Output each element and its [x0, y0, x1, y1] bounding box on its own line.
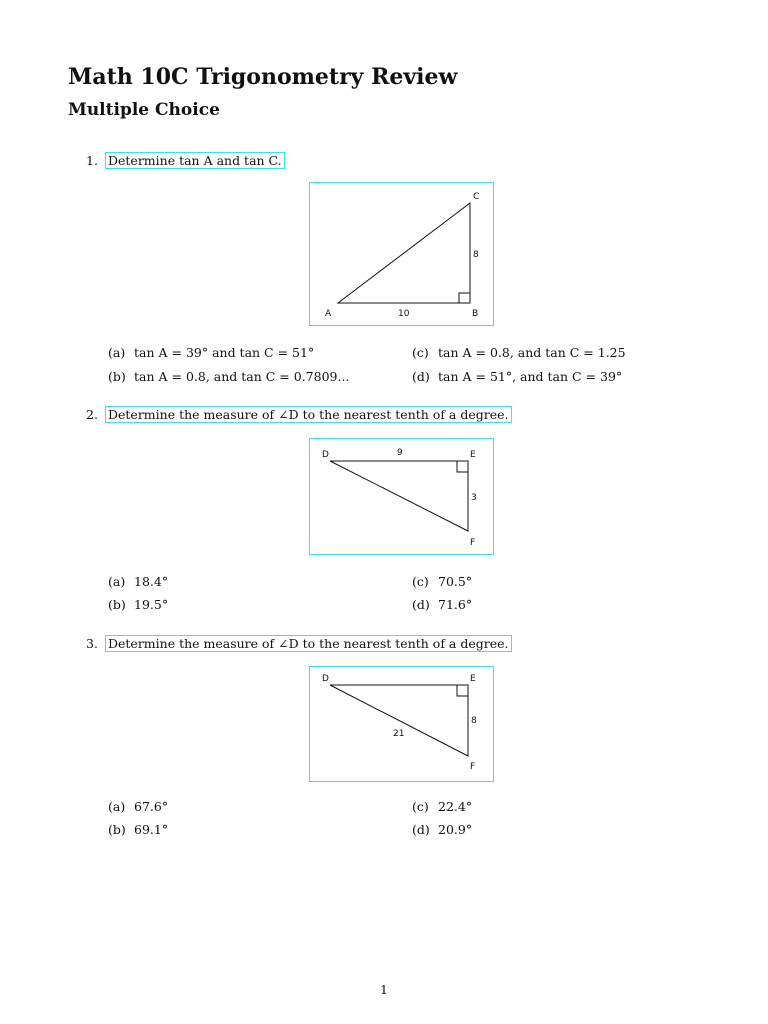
- choice-text: 67.6°: [134, 799, 169, 814]
- vertex-label-c: C: [473, 192, 480, 202]
- choice-text: tan A = 0.8, and tan C = 1.25: [438, 345, 626, 360]
- vertex-label-d: D: [322, 450, 329, 460]
- choice-text: 70.5°: [438, 574, 473, 589]
- choice-label: (d): [412, 597, 430, 612]
- question-number: 3.: [86, 636, 98, 651]
- vertex-label-d: D: [322, 674, 329, 684]
- side-label-bc: 8: [473, 250, 479, 260]
- question-3: [86, 635, 512, 652]
- choice-label: (d): [412, 822, 430, 837]
- question-number: 2.: [86, 407, 98, 422]
- choice-label: (b): [108, 369, 126, 384]
- choice-text: 18.4°: [134, 574, 169, 589]
- vertex-label-b: B: [472, 309, 479, 319]
- vertex-label-a: A: [325, 309, 332, 319]
- choice-label: (a): [108, 574, 126, 589]
- triangle-def: [330, 461, 468, 531]
- choice-3a[interactable]: [108, 799, 168, 814]
- choice-2c[interactable]: [412, 574, 472, 589]
- right-angle-marker: [459, 293, 470, 303]
- choice-2a[interactable]: [108, 574, 168, 589]
- choice-text: 20.9°: [438, 822, 473, 837]
- side-label-ef: 3: [471, 493, 477, 503]
- vertex-label-e: E: [470, 674, 476, 684]
- vertex-label-f: F: [470, 538, 476, 548]
- triangle-figure-abc: [309, 182, 494, 326]
- triangle-figure-def-1: [309, 438, 494, 555]
- choice-3c[interactable]: [412, 799, 472, 814]
- choice-2b[interactable]: [108, 597, 168, 612]
- choice-text: 71.6°: [438, 597, 473, 612]
- side-label-de: 9: [397, 448, 403, 458]
- choice-1b[interactable]: [108, 369, 349, 384]
- choice-text: tan A = 39° and tan C = 51°: [134, 345, 315, 360]
- choice-text: tan A = 0.8, and tan C = 0.7809...: [134, 369, 350, 384]
- triangle-def: [330, 685, 468, 756]
- choice-label: (c): [412, 345, 429, 360]
- right-angle-marker: [457, 685, 468, 696]
- right-angle-marker: [457, 461, 468, 472]
- question-text[interactable]: Determine tan A and tan C.: [105, 152, 285, 169]
- choice-1d[interactable]: [412, 369, 622, 384]
- question-1: [86, 152, 285, 169]
- choice-label: (c): [412, 799, 429, 814]
- side-label-ef: 8: [471, 716, 477, 726]
- page-title: Math 10C Trigonometry Review: [68, 64, 458, 90]
- vertex-label-f: F: [470, 762, 476, 772]
- triangle-abc: [338, 203, 470, 303]
- choice-text: 22.4°: [438, 799, 473, 814]
- question-text[interactable]: Determine the measure of ∠D to the nearest tenth of a degree.: [105, 635, 512, 652]
- choice-text: 69.1°: [134, 822, 169, 837]
- question-number: 1.: [86, 153, 98, 168]
- side-label-ab: 10: [398, 309, 410, 319]
- question-2: [86, 406, 512, 423]
- page-number: 1: [380, 982, 388, 997]
- choice-label: (a): [108, 345, 126, 360]
- choice-1c[interactable]: [412, 345, 626, 360]
- choice-label: (c): [412, 574, 429, 589]
- choice-label: (b): [108, 597, 126, 612]
- vertex-label-e: E: [470, 450, 476, 460]
- choice-2d[interactable]: [412, 597, 472, 612]
- choice-1a[interactable]: [108, 345, 314, 360]
- choice-label: (d): [412, 369, 430, 384]
- triangle-figure-def-2: [309, 666, 494, 782]
- choice-3b[interactable]: [108, 822, 168, 837]
- choice-text: 19.5°: [134, 597, 169, 612]
- side-label-df: 21: [393, 729, 405, 739]
- choice-text: tan A = 51°, and tan C = 39°: [438, 369, 623, 384]
- choice-label: (a): [108, 799, 126, 814]
- section-title: Multiple Choice: [68, 100, 220, 120]
- question-text[interactable]: Determine the measure of ∠D to the nearest tenth of a degree.: [105, 406, 512, 423]
- choice-label: (b): [108, 822, 126, 837]
- choice-3d[interactable]: [412, 822, 472, 837]
